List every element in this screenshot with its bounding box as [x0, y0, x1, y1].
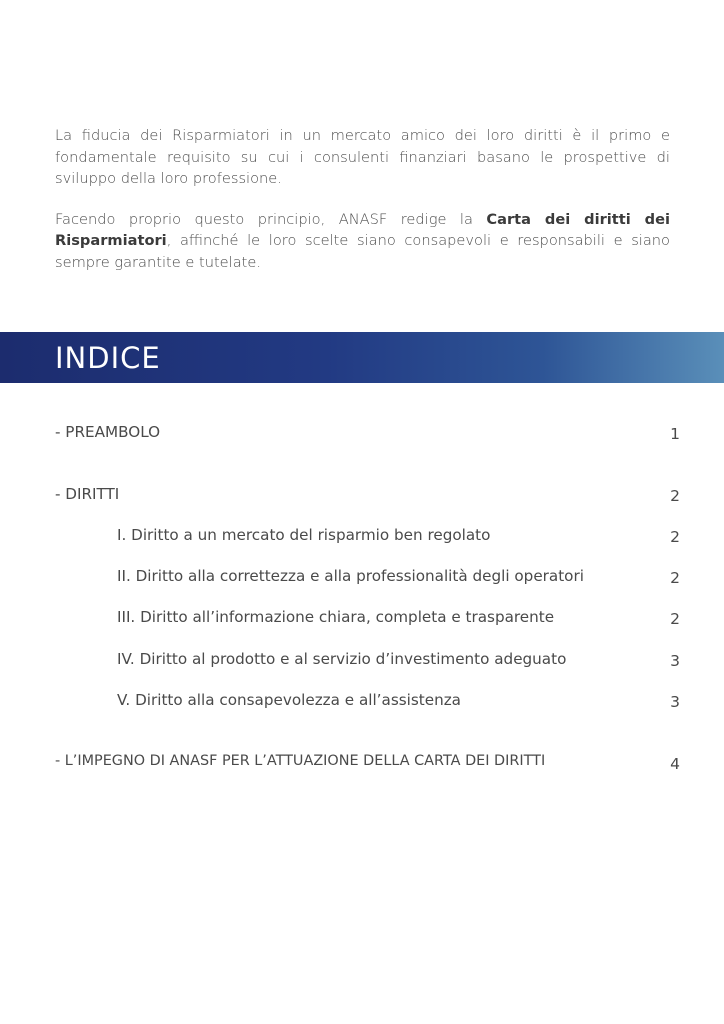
index-title: INDICE	[55, 341, 161, 375]
toc-entry-page: 1	[670, 425, 680, 443]
toc-entry-label: - DIRITTI	[55, 485, 120, 503]
toc-entry-diritto-2[interactable]	[0, 567, 724, 591]
toc-entry-page: 3	[670, 693, 680, 711]
intro-paragraph-2	[55, 209, 670, 274]
toc-entry-label: - L’IMPEGNO DI ANASF PER L’ATTUAZIONE DELLA CARTA DEI DIRITTI	[55, 753, 546, 769]
toc-entry-label: V. Diritto alla consapevolezza e all’assistenza	[117, 691, 461, 709]
charter-title-highlight: Carta dei diritti dei Risparmiatori	[55, 210, 671, 249]
toc-entry-diritto-5[interactable]	[0, 691, 724, 715]
toc-entry-diritto-3[interactable]	[0, 608, 724, 632]
toc-entry-page: 2	[670, 610, 680, 628]
toc-entry-page: 2	[670, 528, 680, 546]
toc-entry-label: II. Diritto alla correttezza e alla professionalità degli operatori	[117, 567, 584, 585]
index-banner	[0, 332, 724, 383]
toc-entry-impegno-anasf[interactable]	[0, 753, 724, 777]
toc-entry-page: 2	[670, 487, 680, 505]
toc-entry-diritto-1[interactable]	[0, 526, 724, 550]
intro-paragraph-2-start: Facendo proprio questo principio, ANASF redige la	[55, 210, 487, 228]
toc-entry-page: 2	[670, 569, 680, 587]
toc-entry-diritti[interactable]	[0, 485, 724, 509]
toc-entry-label: III. Diritto all’informazione chiara, completa e trasparente	[117, 608, 555, 626]
toc-entry-preambolo[interactable]	[0, 423, 724, 447]
toc-entry-label: IV. Diritto al prodotto e al servizio d’investimento adeguato	[117, 650, 567, 668]
toc-entry-diritto-4[interactable]	[0, 650, 724, 674]
toc-entry-page: 3	[670, 652, 680, 670]
intro-text	[55, 125, 670, 292]
toc-entry-page: 4	[670, 755, 680, 773]
toc-entry-label: - PREAMBOLO	[55, 423, 161, 441]
toc-entry-label: I. Diritto a un mercato del risparmio ben regolato	[117, 526, 491, 544]
intro-paragraph-2-end: , affinché le loro scelte siano consapevoli e responsabili e siano sempre garantite e tutelate.	[55, 232, 670, 271]
intro-paragraph-1: La fiducia dei Risparmiatori in un mercato amico dei loro diritti è il primo e fondamentale requisito su cui i consulenti finanziari basano le prospettive di sviluppo della loro professione.	[55, 127, 670, 187]
